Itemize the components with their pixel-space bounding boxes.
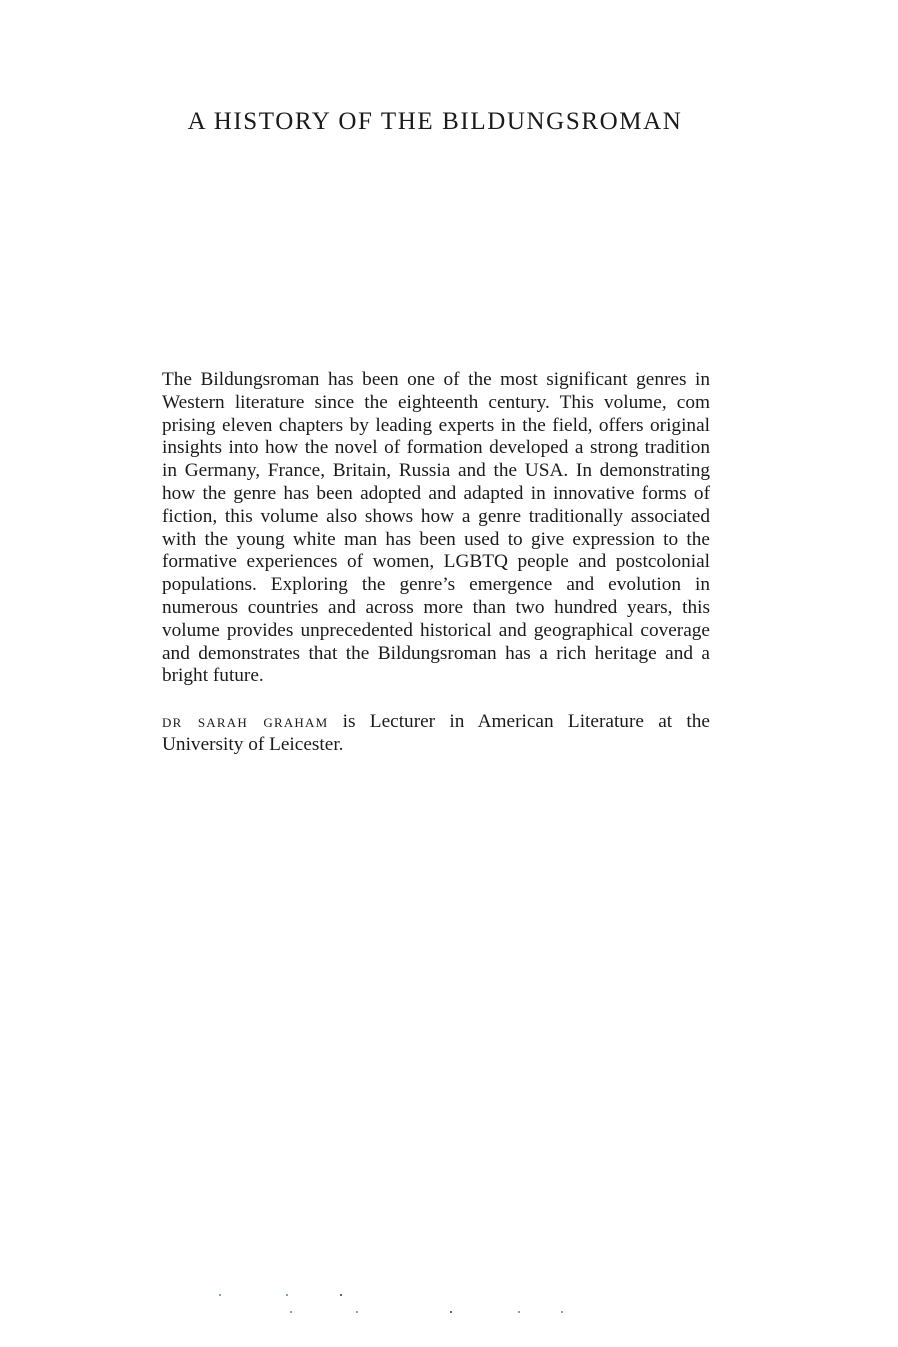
description-line: insights into how the novel of formation developed a strong tradition [162, 437, 710, 459]
bio-line: University of Leicester. [162, 733, 344, 755]
artifact-dot [356, 1311, 358, 1313]
author-name: dr sarah graham [162, 711, 329, 732]
description-line: formative experiences of women, LGBTQ people and postcolonial [162, 551, 710, 573]
bio-text: is Lecturer in American Literature at the [328, 711, 710, 732]
artifact-dot [518, 1311, 520, 1313]
description-line: bright future. [162, 665, 264, 687]
book-title: A HISTORY OF THE BILDUNGSROMAN [187, 108, 683, 135]
description-line: prising eleven chapters by leading experts in the field, offers original [162, 414, 710, 436]
description-line: volume provides unprecedented historical and geographical coverage [162, 619, 710, 641]
description-line: with the young white man has been used to give expression to the [162, 528, 710, 550]
book-description [162, 369, 710, 688]
bio-line [162, 711, 710, 734]
description-line: populations. Exploring the genre’s emergence and evolution in [162, 574, 710, 596]
artifact-dot [340, 1294, 342, 1296]
description-line: fiction, this volume also shows how a genre traditionally associated [162, 505, 710, 527]
artifact-dot [290, 1311, 292, 1313]
artifact-dot [561, 1311, 563, 1313]
artifact-dot [219, 1294, 221, 1296]
artifact-dot [286, 1294, 288, 1296]
artifact-dot [450, 1311, 452, 1313]
description-line: in Germany, France, Britain, Russia and the USA. In demonstrating [162, 460, 710, 482]
description-line: how the genre has been adopted and adapted in innovative forms of [162, 482, 710, 504]
description-line: The Bildungsroman has been one of the most significant genres in [162, 369, 710, 390]
description-line: Western literature since the eighteenth century. This volume, com [162, 391, 710, 413]
description-line: and demonstrates that the Bildungsroman has a rich heritage and a [162, 642, 710, 664]
author-bio [162, 711, 710, 757]
description-line: numerous countries and across more than two hundred years, this [162, 596, 710, 618]
